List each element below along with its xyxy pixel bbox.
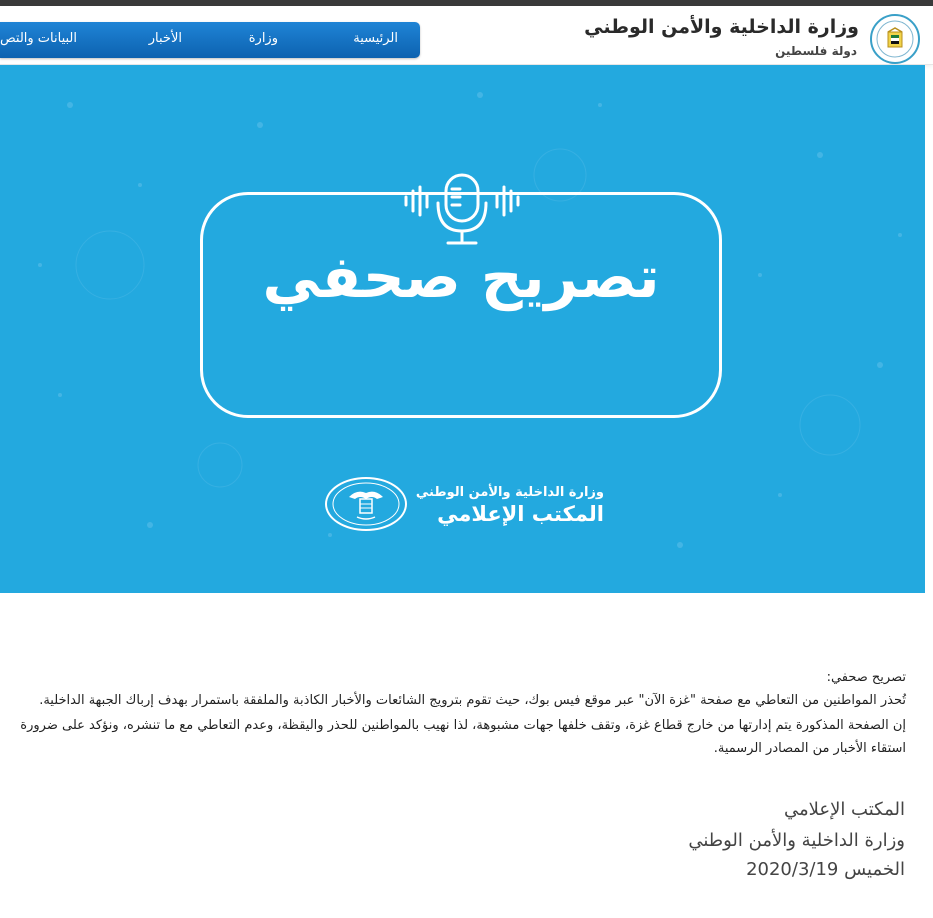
media-office-emblem-icon: [325, 477, 407, 531]
press-statement-banner: [0, 65, 925, 593]
banner-ministry-name: وزارة الداخلية والأمن الوطني: [415, 485, 604, 500]
banner-office-name: المكتب الإعلامي: [437, 502, 604, 526]
signature-date: الخميس 2020/3/19: [746, 859, 905, 880]
site-subtitle: دولة فلسطين: [775, 44, 857, 58]
article-paragraph: تُحذر المواطنين من التعاطي مع صفحة "غزة الآن" عبر موقع فيس بوك، حيث تقوم بترويج الشائعات والأخبار الكاذبة والملفقة باستمرار بهدف إرباك الجبهة الداخلية.: [39, 693, 906, 708]
article-body: [20, 666, 906, 760]
banner-heading: تصريح صحفي: [262, 243, 660, 311]
site-header: [0, 6, 933, 65]
nav-item-news[interactable]: الأخبار: [148, 31, 182, 46]
site-title: وزارة الداخلية والأمن الوطني: [584, 16, 859, 38]
signature-ministry: وزارة الداخلية والأمن الوطني: [688, 830, 905, 851]
nav-item-statements[interactable]: البيانات والتص: [0, 31, 77, 46]
signature-office: المكتب الإعلامي: [783, 799, 905, 820]
article-title: تصريح صحفي:: [826, 670, 906, 685]
ministry-logo-icon[interactable]: [870, 14, 920, 64]
nav-item-ministry[interactable]: وزارة: [248, 31, 278, 46]
microphone-icon: [400, 169, 524, 249]
article-paragraph: إن الصفحة المذكورة يتم إدارتها من خارج قطاع غزة، وتقف خلفها جهات مشبوهة، لذا نهيب بالمواطنين للحذر واليقظة، وعدم التعاطي مع ما تنشره، ونؤكد على ضرورة استقاء الأخبار من المصادر الرسمية.: [20, 718, 906, 756]
nav-item-home[interactable]: الرئيسية: [353, 31, 398, 46]
main-navbar: [0, 22, 420, 58]
